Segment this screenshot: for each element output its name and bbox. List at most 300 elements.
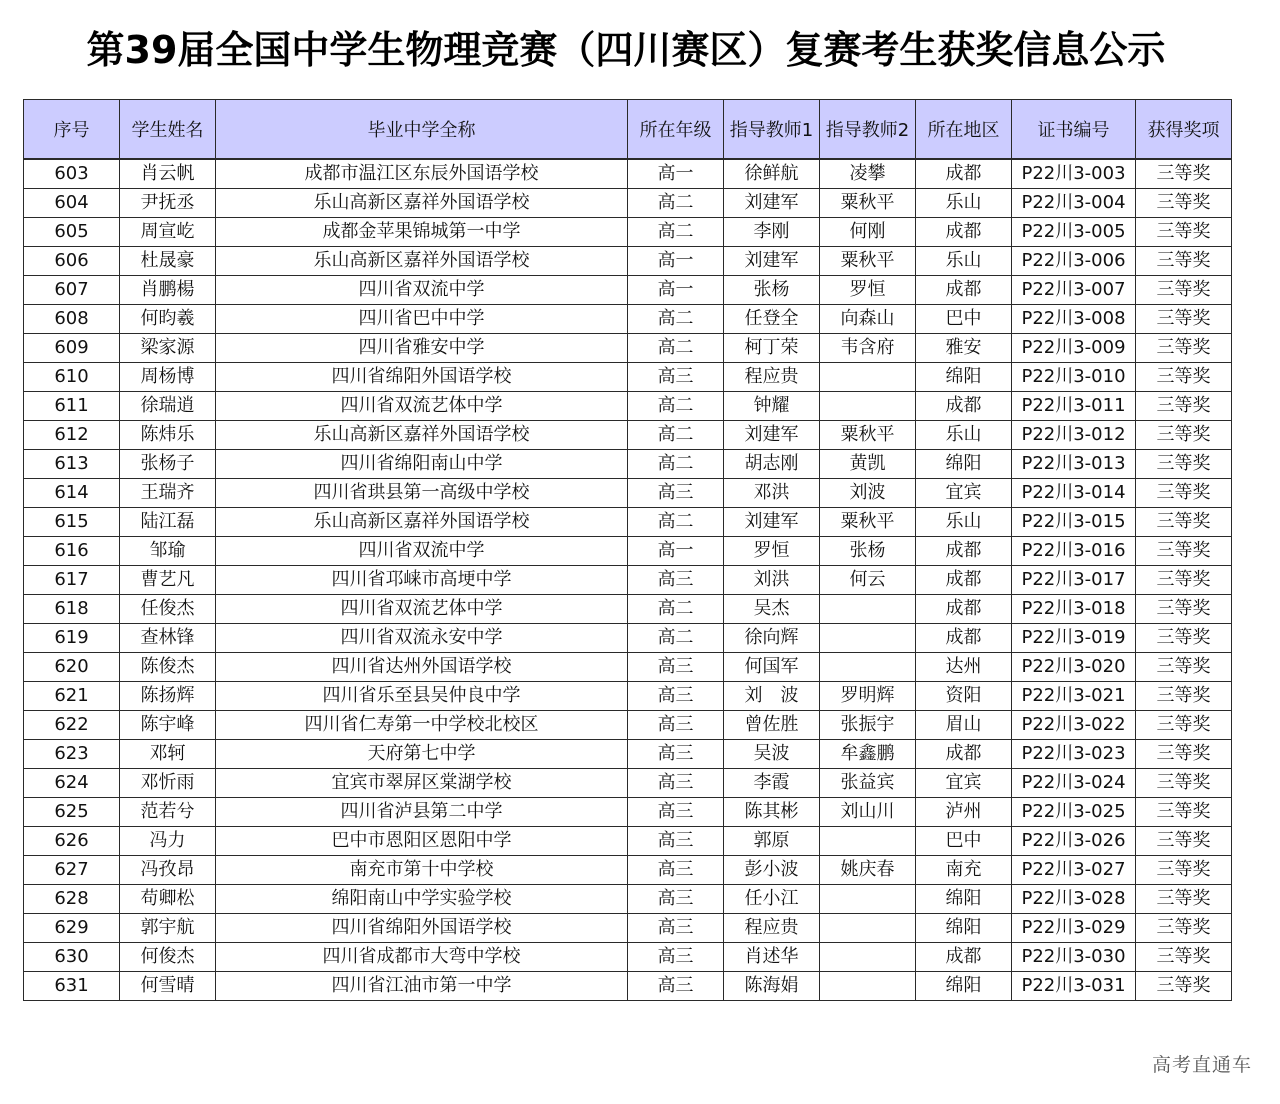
cell-index: 622 [24,711,120,740]
cell-region: 眉山 [916,711,1012,740]
cell-student-name: 尹抚丞 [120,189,216,218]
cell-teacher-1: 吴波 [724,740,820,769]
cell-award: 三等奖 [1136,682,1232,711]
cell-region: 成都 [916,392,1012,421]
cell-region: 乐山 [916,421,1012,450]
cell-index: 606 [24,247,120,276]
cell-school: 成都金苹果锦城第一中学 [216,218,628,247]
cell-student-name: 徐瑞逍 [120,392,216,421]
cell-region: 成都 [916,537,1012,566]
cell-teacher-2: 张振宇 [820,711,916,740]
cell-certificate: P22川3-020 [1012,653,1136,682]
cell-teacher-2: 罗明辉 [820,682,916,711]
cell-certificate: P22川3-008 [1012,305,1136,334]
cell-teacher-2 [820,363,916,392]
column-header-certificate: 证书编号 [1012,100,1136,160]
cell-teacher-1: 钟耀 [724,392,820,421]
cell-region: 宜宾 [916,479,1012,508]
cell-award: 三等奖 [1136,421,1232,450]
cell-certificate: P22川3-031 [1012,972,1136,1001]
cell-student-name: 陈扬辉 [120,682,216,711]
cell-student-name: 何昀羲 [120,305,216,334]
cell-index: 605 [24,218,120,247]
table-row [24,856,1232,885]
column-header-grade: 所在年级 [628,100,724,160]
cell-index: 618 [24,595,120,624]
cell-index: 619 [24,624,120,653]
cell-teacher-1: 刘洪 [724,566,820,595]
cell-index: 609 [24,334,120,363]
cell-student-name: 梁家源 [120,334,216,363]
cell-school: 四川省绵阳外国语学校 [216,363,628,392]
cell-region: 成都 [916,740,1012,769]
cell-school: 乐山高新区嘉祥外国语学校 [216,508,628,537]
cell-grade: 高三 [628,653,724,682]
cell-award: 三等奖 [1136,392,1232,421]
cell-certificate: P22川3-006 [1012,247,1136,276]
watermark: 高考直通车 [1151,1054,1252,1076]
cell-award: 三等奖 [1136,218,1232,247]
cell-award: 三等奖 [1136,769,1232,798]
cell-certificate: P22川3-016 [1012,537,1136,566]
cell-teacher-1: 刘建军 [724,421,820,450]
table-row [24,189,1232,218]
cell-award: 三等奖 [1136,334,1232,363]
cell-school: 乐山高新区嘉祥外国语学校 [216,247,628,276]
cell-school: 乐山高新区嘉祥外国语学校 [216,189,628,218]
cell-certificate: P22川3-017 [1012,566,1136,595]
cell-grade: 高二 [628,334,724,363]
cell-school: 四川省双流艺体中学 [216,595,628,624]
cell-region: 成都 [916,218,1012,247]
table-row [24,247,1232,276]
cell-school: 绵阳南山中学实验学校 [216,885,628,914]
table-row [24,508,1232,537]
cell-certificate: P22川3-018 [1012,595,1136,624]
cell-student-name: 冯力 [120,827,216,856]
cell-student-name: 陆江磊 [120,508,216,537]
cell-teacher-1: 张杨 [724,276,820,305]
cell-region: 成都 [916,159,1012,189]
cell-certificate: P22川3-019 [1012,624,1136,653]
cell-teacher-2: 粟秋平 [820,508,916,537]
cell-grade: 高三 [628,711,724,740]
cell-student-name: 张杨子 [120,450,216,479]
cell-teacher-1: 柯丁荣 [724,334,820,363]
cell-school: 宜宾市翠屏区棠湖学校 [216,769,628,798]
cell-grade: 高一 [628,247,724,276]
cell-teacher-2: 凌攀 [820,159,916,189]
cell-index: 612 [24,421,120,450]
cell-certificate: P22川3-004 [1012,189,1136,218]
cell-grade: 高三 [628,856,724,885]
table-row [24,827,1232,856]
cell-teacher-2 [820,653,916,682]
cell-student-name: 郭宇航 [120,914,216,943]
cell-grade: 高三 [628,769,724,798]
cell-teacher-1: 肖述华 [724,943,820,972]
cell-region: 乐山 [916,508,1012,537]
cell-index: 613 [24,450,120,479]
cell-index: 608 [24,305,120,334]
table-row [24,595,1232,624]
column-header-award: 获得奖项 [1136,100,1232,160]
cell-teacher-2: 何刚 [820,218,916,247]
cell-region: 乐山 [916,189,1012,218]
cell-school: 四川省绵阳外国语学校 [216,914,628,943]
cell-region: 雅安 [916,334,1012,363]
cell-region: 成都 [916,566,1012,595]
cell-teacher-2: 刘山川 [820,798,916,827]
cell-teacher-2: 张益宾 [820,769,916,798]
table-row [24,711,1232,740]
cell-grade: 高三 [628,798,724,827]
cell-teacher-1: 刘 波 [724,682,820,711]
table-row [24,363,1232,392]
table-row [24,159,1232,189]
table-row [24,972,1232,1001]
cell-teacher-2: 粟秋平 [820,421,916,450]
cell-student-name: 查林锋 [120,624,216,653]
cell-grade: 高二 [628,189,724,218]
table-row [24,653,1232,682]
cell-school: 四川省成都市大弯中学校 [216,943,628,972]
cell-region: 成都 [916,943,1012,972]
table-row [24,798,1232,827]
cell-index: 630 [24,943,120,972]
column-header-region: 所在地区 [916,100,1012,160]
cell-certificate: P22川3-029 [1012,914,1136,943]
table-row [24,450,1232,479]
cell-teacher-2: 粟秋平 [820,189,916,218]
cell-certificate: P22川3-010 [1012,363,1136,392]
cell-teacher-2: 牟鑫鹏 [820,740,916,769]
cell-region: 成都 [916,595,1012,624]
cell-region: 巴中 [916,305,1012,334]
cell-teacher-2 [820,972,916,1001]
column-header-student-name: 学生姓名 [120,100,216,160]
cell-teacher-2 [820,943,916,972]
cell-grade: 高三 [628,566,724,595]
cell-school: 四川省仁寿第一中学校北校区 [216,711,628,740]
cell-teacher-1: 胡志刚 [724,450,820,479]
award-table [23,99,1232,1001]
cell-region: 资阳 [916,682,1012,711]
cell-grade: 高二 [628,624,724,653]
cell-school: 天府第七中学 [216,740,628,769]
cell-student-name: 范若兮 [120,798,216,827]
cell-teacher-1: 李刚 [724,218,820,247]
cell-region: 宜宾 [916,769,1012,798]
cell-certificate: P22川3-027 [1012,856,1136,885]
cell-teacher-1: 任小江 [724,885,820,914]
cell-award: 三等奖 [1136,508,1232,537]
cell-award: 三等奖 [1136,798,1232,827]
cell-award: 三等奖 [1136,566,1232,595]
cell-teacher-1: 何国军 [724,653,820,682]
cell-teacher-1: 程应贵 [724,914,820,943]
table-row [24,885,1232,914]
cell-student-name: 杜晟豪 [120,247,216,276]
cell-teacher-2 [820,914,916,943]
table-header-row [24,100,1232,160]
cell-certificate: P22川3-015 [1012,508,1136,537]
cell-school: 四川省绵阳南山中学 [216,450,628,479]
cell-school: 四川省双流中学 [216,537,628,566]
cell-student-name: 冯孜昂 [120,856,216,885]
page-title: 第39届全国中学生物理竞赛（四川赛区）复赛考生获奖信息公示 [86,28,1166,72]
cell-grade: 高二 [628,305,724,334]
cell-student-name: 陈炜乐 [120,421,216,450]
cell-award: 三等奖 [1136,943,1232,972]
cell-award: 三等奖 [1136,972,1232,1001]
cell-index: 626 [24,827,120,856]
cell-teacher-1: 李霞 [724,769,820,798]
cell-region: 绵阳 [916,450,1012,479]
cell-student-name: 肖鹏楊 [120,276,216,305]
cell-teacher-2 [820,885,916,914]
cell-award: 三等奖 [1136,450,1232,479]
cell-grade: 高二 [628,218,724,247]
cell-school: 四川省邛崃市高埂中学 [216,566,628,595]
cell-grade: 高三 [628,479,724,508]
cell-region: 绵阳 [916,972,1012,1001]
cell-award: 三等奖 [1136,711,1232,740]
cell-award: 三等奖 [1136,537,1232,566]
cell-teacher-2 [820,827,916,856]
cell-school: 四川省乐至县吴仲良中学 [216,682,628,711]
cell-award: 三等奖 [1136,856,1232,885]
cell-teacher-1: 曾佐胜 [724,711,820,740]
table-row [24,682,1232,711]
table-row [24,624,1232,653]
cell-teacher-2: 姚庆春 [820,856,916,885]
cell-student-name: 任俊杰 [120,595,216,624]
cell-student-name: 周杨博 [120,363,216,392]
cell-teacher-2: 张杨 [820,537,916,566]
cell-index: 625 [24,798,120,827]
table-row [24,914,1232,943]
cell-certificate: P22川3-005 [1012,218,1136,247]
table-row [24,537,1232,566]
cell-teacher-2: 韦含府 [820,334,916,363]
cell-teacher-1: 程应贵 [724,363,820,392]
table-row [24,769,1232,798]
cell-grade: 高一 [628,159,724,189]
cell-region: 达州 [916,653,1012,682]
cell-certificate: P22川3-021 [1012,682,1136,711]
cell-index: 631 [24,972,120,1001]
cell-teacher-1: 陈其彬 [724,798,820,827]
cell-award: 三等奖 [1136,189,1232,218]
cell-award: 三等奖 [1136,159,1232,189]
cell-teacher-1: 吴杰 [724,595,820,624]
cell-school: 四川省巴中中学 [216,305,628,334]
cell-award: 三等奖 [1136,595,1232,624]
column-header-index: 序号 [24,100,120,160]
cell-school: 四川省泸县第二中学 [216,798,628,827]
cell-teacher-1: 徐向辉 [724,624,820,653]
cell-award: 三等奖 [1136,305,1232,334]
cell-index: 623 [24,740,120,769]
cell-region: 绵阳 [916,363,1012,392]
cell-certificate: P22川3-013 [1012,450,1136,479]
cell-award: 三等奖 [1136,624,1232,653]
cell-index: 617 [24,566,120,595]
cell-school: 南充市第十中学校 [216,856,628,885]
cell-index: 620 [24,653,120,682]
cell-grade: 高二 [628,392,724,421]
cell-teacher-2: 刘波 [820,479,916,508]
cell-index: 616 [24,537,120,566]
cell-grade: 高二 [628,508,724,537]
cell-region: 绵阳 [916,914,1012,943]
cell-grade: 高二 [628,595,724,624]
cell-region: 绵阳 [916,885,1012,914]
cell-school: 四川省双流永安中学 [216,624,628,653]
table-row [24,276,1232,305]
cell-index: 628 [24,885,120,914]
cell-student-name: 曹艺凡 [120,566,216,595]
cell-teacher-1: 徐鲜航 [724,159,820,189]
cell-index: 629 [24,914,120,943]
cell-certificate: P22川3-014 [1012,479,1136,508]
cell-school: 成都市温江区东辰外国语学校 [216,159,628,189]
table-row [24,943,1232,972]
cell-teacher-1: 刘建军 [724,508,820,537]
cell-student-name: 陈俊杰 [120,653,216,682]
table-row [24,392,1232,421]
cell-grade: 高三 [628,943,724,972]
table-row [24,740,1232,769]
cell-grade: 高三 [628,740,724,769]
cell-index: 614 [24,479,120,508]
cell-certificate: P22川3-007 [1012,276,1136,305]
cell-certificate: P22川3-012 [1012,421,1136,450]
column-header-teacher-1: 指导教师1 [724,100,820,160]
cell-student-name: 周宣屹 [120,218,216,247]
cell-region: 成都 [916,624,1012,653]
cell-grade: 高二 [628,421,724,450]
cell-teacher-2 [820,624,916,653]
cell-grade: 高三 [628,827,724,856]
cell-certificate: P22川3-011 [1012,392,1136,421]
cell-grade: 高二 [628,450,724,479]
cell-grade: 高三 [628,363,724,392]
cell-teacher-1: 刘建军 [724,189,820,218]
cell-certificate: P22川3-030 [1012,943,1136,972]
cell-teacher-1: 任登全 [724,305,820,334]
cell-school: 巴中市恩阳区恩阳中学 [216,827,628,856]
cell-school: 乐山高新区嘉祥外国语学校 [216,421,628,450]
cell-index: 604 [24,189,120,218]
cell-grade: 高三 [628,972,724,1001]
cell-award: 三等奖 [1136,479,1232,508]
table-row [24,479,1232,508]
cell-teacher-1: 陈海娟 [724,972,820,1001]
cell-award: 三等奖 [1136,653,1232,682]
cell-region: 巴中 [916,827,1012,856]
cell-teacher-2: 罗恒 [820,276,916,305]
table-row [24,334,1232,363]
cell-grade: 高一 [628,537,724,566]
cell-region: 泸州 [916,798,1012,827]
cell-grade: 高三 [628,682,724,711]
cell-index: 624 [24,769,120,798]
cell-index: 621 [24,682,120,711]
table-row [24,421,1232,450]
cell-award: 三等奖 [1136,363,1232,392]
cell-student-name: 陈宇峰 [120,711,216,740]
cell-teacher-1: 邓洪 [724,479,820,508]
cell-school: 四川省达州外国语学校 [216,653,628,682]
cell-grade: 高三 [628,885,724,914]
table-body [24,159,1232,1001]
cell-grade: 高一 [628,276,724,305]
column-header-teacher-2: 指导教师2 [820,100,916,160]
cell-student-name: 肖云帆 [120,159,216,189]
cell-student-name: 邹瑜 [120,537,216,566]
cell-student-name: 何雪晴 [120,972,216,1001]
cell-teacher-1: 彭小波 [724,856,820,885]
cell-grade: 高三 [628,914,724,943]
cell-award: 三等奖 [1136,276,1232,305]
cell-school: 四川省双流中学 [216,276,628,305]
cell-index: 611 [24,392,120,421]
cell-certificate: P22川3-026 [1012,827,1136,856]
cell-index: 603 [24,159,120,189]
cell-certificate: P22川3-028 [1012,885,1136,914]
column-header-school: 毕业中学全称 [216,100,628,160]
cell-certificate: P22川3-024 [1012,769,1136,798]
cell-region: 南充 [916,856,1012,885]
cell-certificate: P22川3-009 [1012,334,1136,363]
cell-certificate: P22川3-025 [1012,798,1136,827]
cell-award: 三等奖 [1136,247,1232,276]
cell-award: 三等奖 [1136,740,1232,769]
cell-certificate: P22川3-022 [1012,711,1136,740]
cell-index: 615 [24,508,120,537]
cell-school: 四川省江油市第一中学 [216,972,628,1001]
cell-teacher-1: 郭原 [724,827,820,856]
cell-teacher-2 [820,595,916,624]
cell-teacher-2 [820,392,916,421]
cell-school: 四川省雅安中学 [216,334,628,363]
table-row [24,566,1232,595]
cell-region: 成都 [916,276,1012,305]
cell-index: 610 [24,363,120,392]
table-row [24,218,1232,247]
cell-teacher-1: 刘建军 [724,247,820,276]
cell-region: 乐山 [916,247,1012,276]
cell-student-name: 邓忻雨 [120,769,216,798]
cell-school: 四川省双流艺体中学 [216,392,628,421]
cell-award: 三等奖 [1136,885,1232,914]
cell-teacher-1: 罗恒 [724,537,820,566]
cell-student-name: 苟卿松 [120,885,216,914]
cell-certificate: P22川3-023 [1012,740,1136,769]
cell-teacher-2: 向森山 [820,305,916,334]
cell-student-name: 邓轲 [120,740,216,769]
cell-index: 627 [24,856,120,885]
cell-index: 607 [24,276,120,305]
cell-certificate: P22川3-003 [1012,159,1136,189]
cell-school: 四川省珙县第一高级中学校 [216,479,628,508]
cell-award: 三等奖 [1136,914,1232,943]
cell-teacher-2: 黄凯 [820,450,916,479]
cell-teacher-2: 粟秋平 [820,247,916,276]
cell-student-name: 何俊杰 [120,943,216,972]
